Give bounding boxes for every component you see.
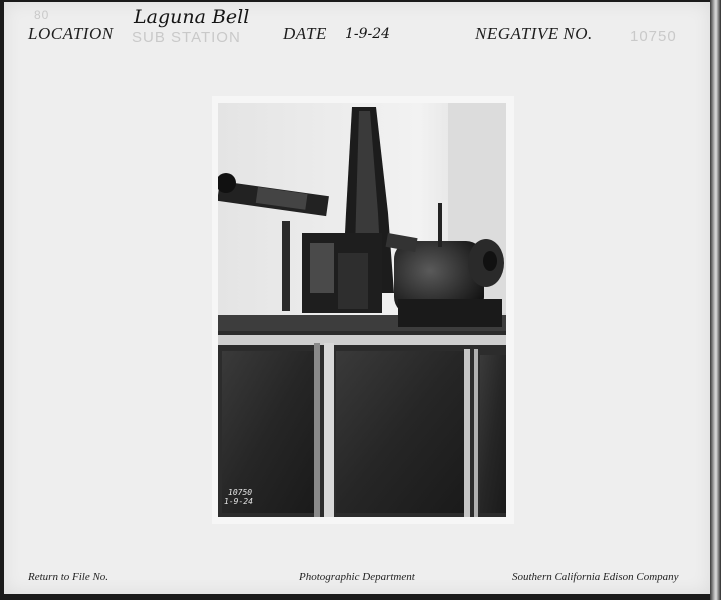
location-label: LOCATION xyxy=(28,24,114,43)
footer-department: Photographic Department xyxy=(299,571,415,583)
machine-photo xyxy=(218,103,506,517)
date-label: DATE xyxy=(283,24,327,43)
negative-stamp: 10750 xyxy=(630,28,677,45)
card-stamp-number: 80 xyxy=(34,8,50,22)
location-stamp: SUB STATION xyxy=(132,29,241,46)
location-handwritten: Laguna Bell xyxy=(134,6,250,28)
footer-file-number: Return to File No. xyxy=(28,571,109,583)
date-handwritten: 1-9-24 xyxy=(345,26,391,42)
negative-label: NEGATIVE NO. xyxy=(475,24,593,43)
photograph xyxy=(218,103,506,517)
scan-edge xyxy=(710,0,721,600)
footer-company: Southern California Edison Company xyxy=(512,571,679,583)
photo-inscription-number: 10750 xyxy=(228,488,253,497)
photo-inscription-date: 1-9-24 xyxy=(224,497,253,506)
